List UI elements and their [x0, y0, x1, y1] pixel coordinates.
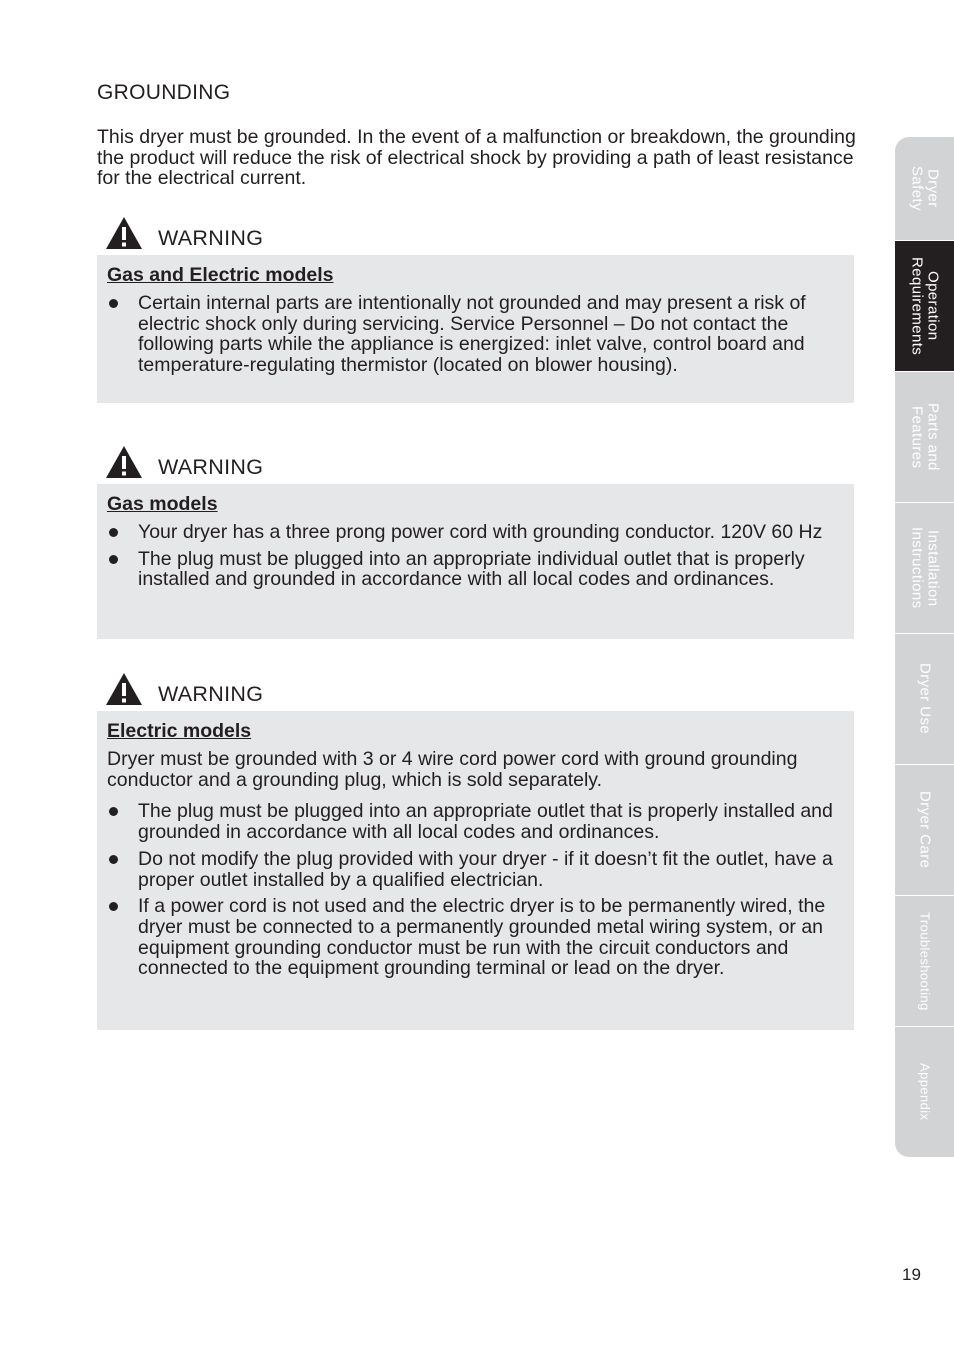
tab-troubleshooting[interactable] — [895, 896, 954, 1026]
tab-label: Troubleshooting — [917, 911, 933, 1011]
tab-label: Dryer Care — [916, 791, 934, 869]
tab-dryer-care[interactable] — [895, 765, 954, 895]
list-item: The plug must be plugged into an appropriate outlet that is properly installed and grounded in accordance with all local codes and ordinances. — [107, 801, 842, 842]
list-item: The plug must be plugged into an appropriate individual outlet that is properly installed and grounded in accordance with all local codes and ordinances. — [107, 549, 842, 590]
intro-paragraph: This dryer must be grounded. In the event of a malfunction or breakdown, the grounding the product will reduce the risk of electrical shock by providing a path of least resistance for the electrical current. — [97, 126, 856, 190]
warning-label: WARNING — [158, 681, 264, 706]
warning-header — [105, 214, 263, 250]
warning-label: WARNING — [158, 225, 264, 250]
bullet-icon — [109, 855, 118, 864]
bullet-icon — [109, 902, 118, 911]
warning-box-gas-electric — [97, 255, 854, 403]
warning-header — [105, 670, 263, 706]
warning-label: WARNING — [158, 454, 264, 479]
list-item: Certain internal parts are intentionally not grounded and may present a risk of electric shock only during servicing. Service Personnel – Do not contact the following parts while the appliance is energized: inlet valve, control board and temperature-regulating thermistor (located on blower housing). — [107, 293, 842, 376]
tab-label: Parts and Features — [908, 403, 942, 471]
warning-heading: Gas models — [107, 493, 218, 515]
tab-dryer-safety[interactable] — [895, 137, 954, 240]
warning-box-gas — [97, 484, 854, 639]
tab-label: Operation Requirements — [908, 256, 942, 356]
section-title: GROUNDING — [97, 81, 231, 104]
warning-box-electric — [97, 711, 854, 1030]
warning-triangle-icon — [105, 445, 143, 479]
warning-triangle-icon — [105, 672, 143, 706]
bullet-icon — [109, 555, 118, 564]
warning-heading: Gas and Electric models — [107, 264, 334, 286]
list-item: Do not modify the plug provided with your dryer - if it doesn’t fit the outlet, have a proper outlet installed by a qualified electrician. — [107, 849, 842, 890]
tab-label: Appendix — [917, 1063, 933, 1121]
warning-paragraph: Dryer must be grounded with 3 or 4 wire cord power cord with ground grounding conductor and a grounding plug, which is sold separately. — [107, 748, 798, 791]
tab-dryer-use[interactable] — [895, 634, 954, 764]
list-item: If a power cord is not used and the electric dryer is to be permanently wired, the dryer must be connected to a permanently grounded metal wiring system, or an equipment grounding conductor must be run with the circuit conductors and connected to the equipment grounding terminal or lead on the dryer. — [107, 896, 842, 979]
page-number: 19 — [902, 1265, 921, 1284]
tab-operation-requirements[interactable] — [895, 241, 954, 371]
tab-installation-instructions[interactable] — [895, 503, 954, 633]
warning-triangle-icon — [105, 216, 143, 250]
tab-appendix[interactable] — [895, 1027, 954, 1157]
bullet-icon — [109, 299, 118, 308]
bullet-icon — [109, 528, 118, 537]
warning-heading: Electric models — [107, 720, 252, 742]
tab-label: Installation Instructions — [908, 527, 942, 609]
bullet-icon — [109, 807, 118, 816]
list-item: Your dryer has a three prong power cord with grounding conductor. 120V 60 Hz — [107, 522, 842, 543]
tab-label: Dryer Use — [916, 663, 934, 735]
tab-parts-and-features[interactable] — [895, 372, 954, 502]
warning-header — [105, 443, 263, 479]
tab-label: Dryer Safety — [908, 166, 942, 211]
